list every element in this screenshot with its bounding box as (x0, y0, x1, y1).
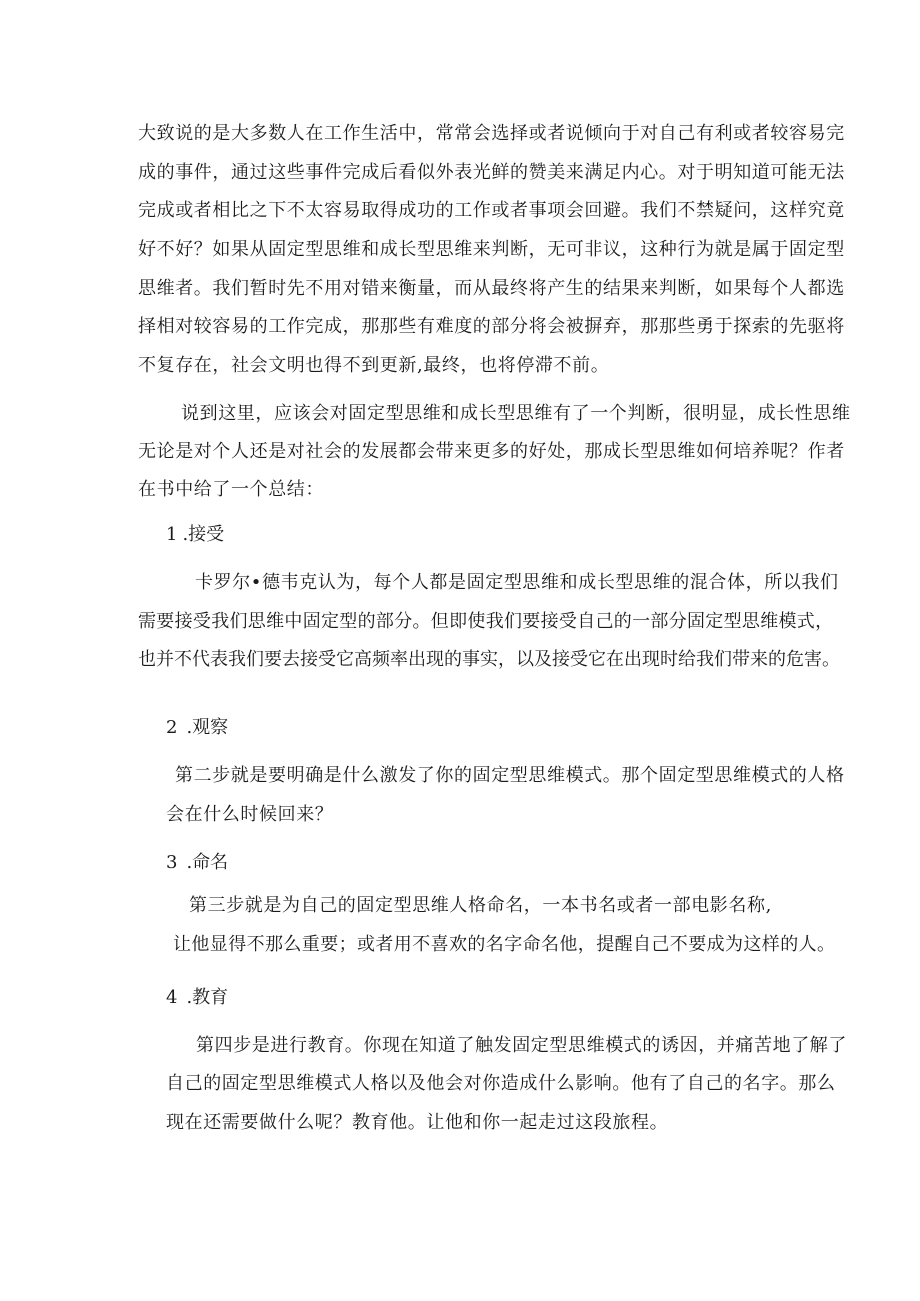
paragraph-line: 说到这里，应该会对固定型思维和成长型思维有了一个判断，很明显，成长性思维 (181, 403, 851, 424)
paragraph-line: 好不好？如果从固定型思维和成长型思维来判断，无可非议，这种行为就是属于固定型 (138, 239, 845, 260)
paragraph-line: 大致说的是大多数人在工作生活中，常常会选择或者说倾向于对自己有利或者较容易完 (138, 123, 845, 144)
section-title: .接受 (182, 524, 225, 545)
section-title: .教育 (186, 987, 229, 1008)
paragraph-line: 在书中给了一个总结： (138, 479, 324, 500)
paragraph-line: 第三步就是为自己的固定型思维人格命名，一本书名或者一部电影名称, (189, 895, 772, 916)
section-heading (166, 985, 228, 1011)
section-number: 3 (166, 852, 178, 873)
paragraph-line: 需要接受我们思维中固定型的部分。但即使我们要接受自己的一部分固定型思维模式， (138, 611, 834, 632)
section-heading (166, 522, 224, 548)
paragraph-line: 完成或者相比之下不太容易取得成功的工作或者事项会回避。我们不禁疑问，这样究竟 (138, 200, 845, 221)
section-heading (166, 715, 228, 741)
section-heading (166, 850, 228, 876)
paragraph-line: 思维者。我们暂时先不用对错来衡量，而从最终将产生的结果来判断，如果每个人都选 (138, 278, 845, 299)
section-title: .观察 (186, 717, 229, 738)
section-number: 2 (166, 717, 178, 738)
section-number: 4 (166, 987, 178, 1008)
paragraph-line: 自己的固定型思维模式人格以及他会对你造成什么影响。他有了自己的名字。那么 (166, 1073, 836, 1094)
paragraph-line: 会在什么时候回来？ (166, 804, 334, 825)
paragraph-line: 让他显得不那么重要；或者用不喜欢的名字命名他，提醒自己不要成为这样的人。 (173, 934, 836, 955)
paragraph-line: 无论是对个人还是对社会的发展都会带来更多的好处，那成长型思维如何培养呢？作者 (138, 441, 845, 462)
section-number: 1 (166, 524, 178, 545)
section-title: .命名 (186, 852, 229, 873)
paragraph-line: 成的事件，通过这些事件完成后看似外表光鲜的赞美来满足内心。对于明知道可能无法 (138, 162, 845, 183)
paragraph-line: 现在还需要做什么呢？教育他。让他和你一起走过这段旅程。 (166, 1112, 669, 1133)
paragraph-line: 不复存在，社会文明也得不到更新,最终，也将停滞不前。 (138, 355, 610, 376)
paragraph-line: 卡罗尔•德韦克认为，每个人都是固定型思维和成长型思维的混合体，所以我们 (195, 572, 839, 593)
paragraph-line: 择相对较容易的工作完成，那那些有难度的部分将会被摒弃，那那些勇于探索的先驱将 (138, 316, 845, 337)
paragraph-line: 第四步是进行教育。你现在知道了触发固定型思维模式的诱因，并痛苦地了解了 (196, 1035, 847, 1056)
paragraph-line: 第二步就是要明确是什么激发了你的固定型思维模式。那个固定型思维模式的人格 (175, 765, 845, 786)
paragraph-line: 也并不代表我们要去接受它高频率出现的事实，以及接受它在出现时给我们带来的危害。 (138, 649, 840, 670)
